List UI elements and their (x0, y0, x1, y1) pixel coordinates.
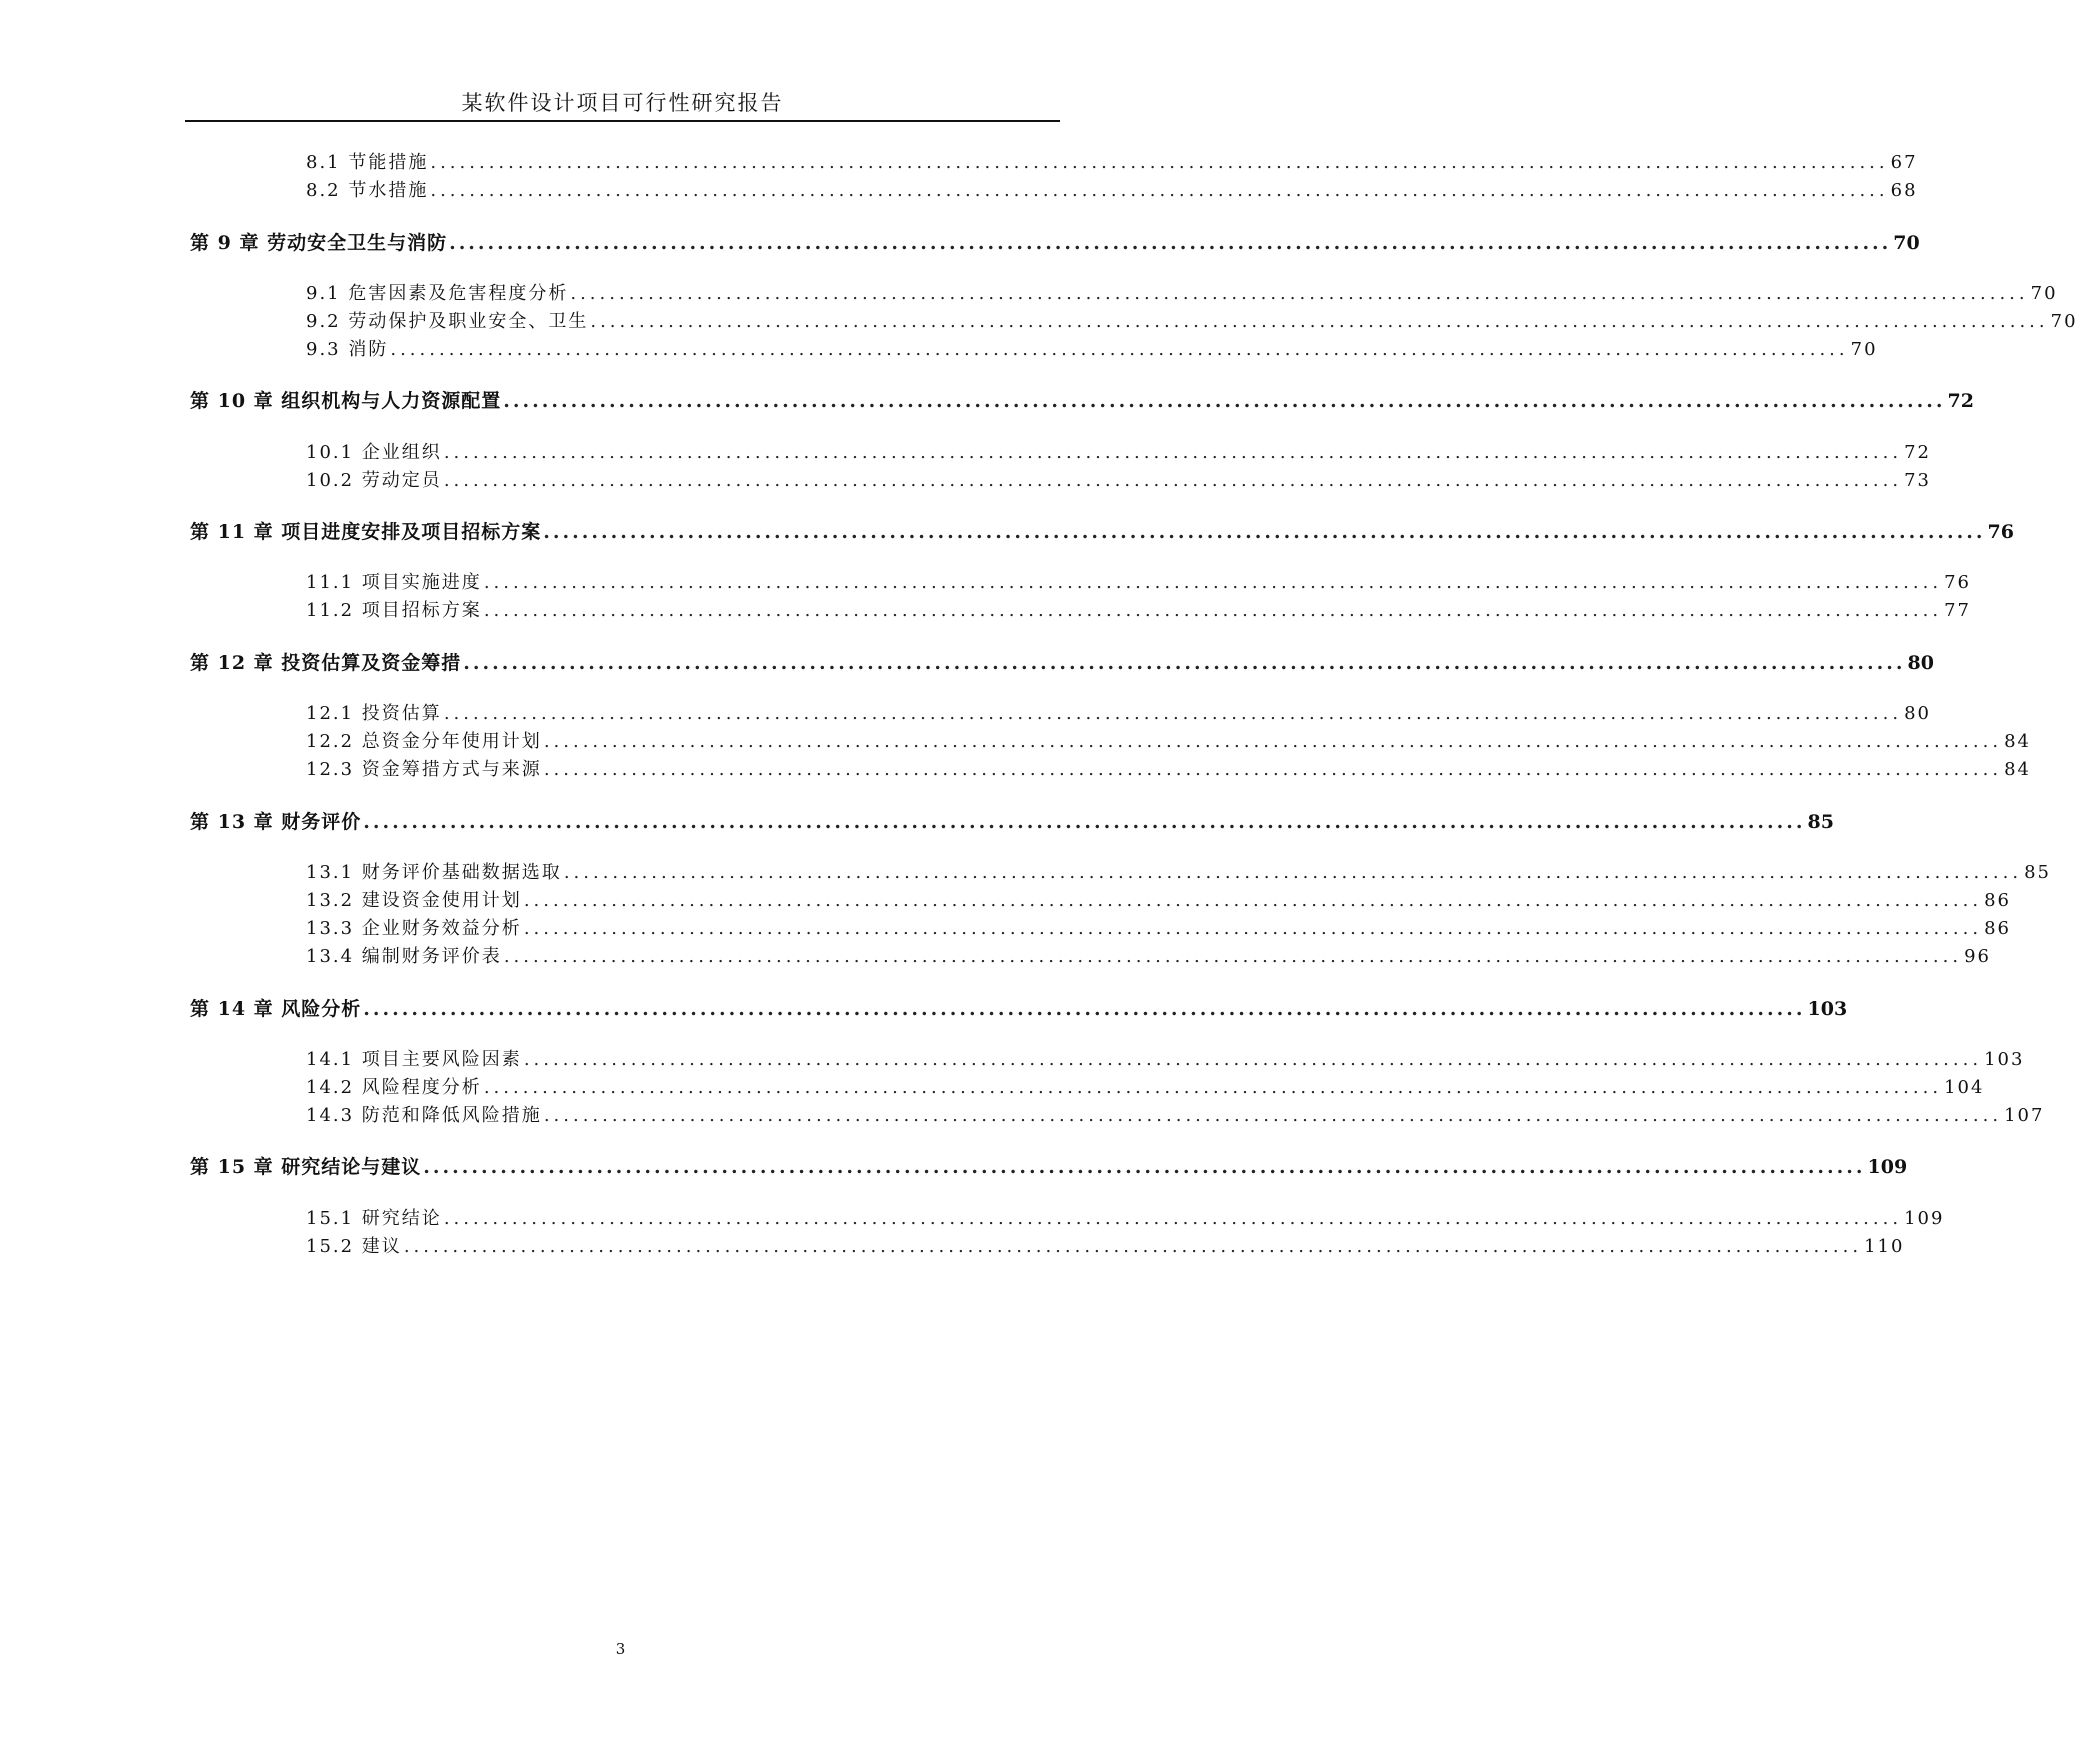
toc-chapter-label: 第 14 章 风险分析 (190, 998, 362, 1020)
toc-entry-label: 8.1 节能措施 (306, 152, 429, 173)
toc-entry-page: 104 (1944, 1077, 1985, 1098)
toc-entry-label: 8.2 节水措施 (306, 180, 429, 201)
toc-chapter-page: 109 (1867, 1156, 1908, 1178)
toc-chapter-label: 第 13 章 财务评价 (190, 811, 362, 833)
toc-chapter-label: 第 9 章 劳动安全卫生与消防 (190, 232, 448, 254)
toc-entry-label: 13.4 编制财务评价表 (306, 946, 502, 967)
toc-chapter-page: 76 (1987, 521, 2014, 543)
toc-leader-dots: ...................................................................................................................................................... (543, 759, 2003, 780)
toc-entry-label: 10.2 劳动定员 (306, 470, 442, 491)
toc-entry-15-1[interactable] (306, 1205, 1945, 1231)
toc-leader-dots: ...................................................................................................................................................... (570, 283, 2029, 304)
document-header-title: 某软件设计项目可行性研究报告 (461, 91, 784, 115)
toc-entry-label: 14.2 风险程度分析 (306, 1077, 482, 1098)
toc-leader-dots: ...................................................................................................................................................... (363, 811, 1806, 833)
toc-entry-9-3[interactable] (306, 336, 1878, 362)
toc-entry-page: 80 (1904, 703, 1931, 724)
toc-entry-page: 70 (1850, 339, 1878, 360)
toc-entry-14-1[interactable] (306, 1046, 2025, 1072)
toc-entry-page: 85 (2024, 862, 2051, 883)
toc-entry-label: 15.2 建议 (306, 1236, 402, 1257)
toc-leader-dots: ...................................................................................................................................................... (543, 731, 2003, 752)
toc-entry-page: 76 (1944, 572, 1971, 593)
toc-leader-dots: ...................................................................................................................................................... (443, 470, 1903, 491)
toc-entry-page: 86 (1984, 918, 2011, 939)
toc-chapter-14[interactable] (190, 995, 1848, 1021)
toc-entry-11-1[interactable] (306, 569, 1971, 595)
toc-chapter-15[interactable] (190, 1153, 1908, 1179)
toc-entry-11-2[interactable] (306, 597, 1971, 623)
toc-leader-dots: ...................................................................................................................................................... (430, 152, 1889, 173)
toc-entry-label: 14.3 防范和降低风险措施 (306, 1105, 542, 1126)
toc-leader-dots: ...................................................................................................................................................... (463, 652, 1906, 674)
toc-leader-dots: ...................................................................................................................................................... (590, 311, 2049, 332)
toc-entry-label: 9.2 劳动保护及职业安全、卫生 (306, 311, 589, 332)
toc-entry-label: 13.3 企业财务效益分析 (306, 918, 522, 939)
toc-chapter-11[interactable] (190, 518, 2014, 544)
toc-entry-9-1[interactable] (306, 280, 2058, 306)
toc-entry-12-1[interactable] (306, 700, 1931, 726)
toc-entry-page: 84 (2004, 731, 2031, 752)
toc-entry-14-2[interactable] (306, 1074, 1985, 1100)
toc-entry-page: 84 (2004, 759, 2031, 780)
toc-entry-label: 12.1 投资估算 (306, 703, 442, 724)
toc-entry-page: 110 (1864, 1236, 1905, 1257)
toc-entry-page: 109 (1904, 1208, 1945, 1229)
toc-leader-dots: ...................................................................................................................................................... (523, 918, 1983, 939)
toc-entry-13-2[interactable] (306, 887, 2011, 913)
toc-leader-dots: ...................................................................................................................................................... (403, 1236, 1863, 1257)
toc-chapter-page: 70 (1893, 232, 1920, 254)
toc-entry-8-2[interactable] (306, 177, 1918, 203)
toc-entry-label: 12.3 资金筹措方式与来源 (306, 759, 542, 780)
toc-leader-dots: ...................................................................................................................................................... (523, 1049, 1983, 1070)
toc-entry-page: 70 (2050, 311, 2078, 332)
toc-entry-label: 9.1 危害因素及危害程度分析 (306, 283, 569, 304)
page-number: 3 (615, 1640, 626, 1658)
toc-leader-dots: ...................................................................................................................................................... (483, 572, 1943, 593)
toc-entry-13-3[interactable] (306, 915, 2011, 941)
toc-entry-label: 11.2 项目招标方案 (306, 600, 482, 621)
toc-entry-label: 14.1 项目主要风险因素 (306, 1049, 522, 1070)
toc-entry-page: 107 (2004, 1105, 2045, 1126)
toc-entry-page: 72 (1904, 442, 1931, 463)
toc-entry-13-4[interactable] (306, 943, 1991, 969)
toc-entry-page: 67 (1890, 152, 1918, 173)
toc-chapter-13[interactable] (190, 808, 1834, 834)
toc-entry-page: 86 (1984, 890, 2011, 911)
toc-leader-dots: ...................................................................................................................................................... (563, 862, 2023, 883)
toc-entry-label: 10.1 企业组织 (306, 442, 442, 463)
toc-entry-10-1[interactable] (306, 439, 1931, 465)
toc-entry-page: 70 (2030, 283, 2058, 304)
toc-entry-label: 13.2 建设资金使用计划 (306, 890, 522, 911)
toc-entry-14-3[interactable] (306, 1102, 2045, 1128)
toc-entry-label: 12.2 总资金分年使用计划 (306, 731, 542, 752)
toc-chapter-page: 72 (1947, 390, 1974, 412)
toc-leader-dots: ...................................................................................................................................................... (443, 703, 1903, 724)
toc-chapter-label: 第 12 章 投资估算及资金筹措 (190, 652, 462, 674)
toc-entry-12-3[interactable] (306, 756, 2031, 782)
toc-entry-10-2[interactable] (306, 467, 1931, 493)
toc-leader-dots: ...................................................................................................................................................... (523, 890, 1983, 911)
toc-entry-label: 15.1 研究结论 (306, 1208, 442, 1229)
toc-leader-dots: ...................................................................................................................................................... (363, 998, 1806, 1020)
toc-entry-15-2[interactable] (306, 1233, 1905, 1259)
toc-leader-dots: ...................................................................................................................................................... (503, 390, 1946, 412)
toc-leader-dots: ...................................................................................................................................................... (543, 1105, 2003, 1126)
toc-chapter-10[interactable] (190, 387, 1974, 413)
toc-chapter-label: 第 11 章 项目进度安排及项目招标方案 (190, 521, 542, 543)
toc-entry-page: 96 (1964, 946, 1991, 967)
toc-entry-page: 77 (1944, 600, 1971, 621)
toc-entry-page: 103 (1984, 1049, 2025, 1070)
toc-chapter-9[interactable] (190, 229, 1920, 255)
toc-entry-13-1[interactable] (306, 859, 2051, 885)
toc-leader-dots: ...................................................................................................................................................... (443, 1208, 1903, 1229)
toc-chapter-page: 103 (1807, 998, 1848, 1020)
toc-leader-dots: ...................................................................................................................................................... (443, 442, 1903, 463)
toc-entry-8-1[interactable] (306, 149, 1918, 175)
toc-entry-page: 73 (1904, 470, 1931, 491)
toc-leader-dots: ...................................................................................................................................................... (483, 1077, 1943, 1098)
toc-chapter-page: 80 (1907, 652, 1934, 674)
toc-leader-dots: ...................................................................................................................................................... (423, 1156, 1866, 1178)
toc-chapter-page: 85 (1807, 811, 1834, 833)
toc-leader-dots: ...................................................................................................................................................... (543, 521, 1986, 543)
toc-leader-dots: ...................................................................................................................................................... (449, 232, 1892, 254)
toc-leader-dots: ...................................................................................................................................................... (430, 180, 1889, 201)
toc-entry-page: 68 (1890, 180, 1918, 201)
toc-entry-label: 13.1 财务评价基础数据选取 (306, 862, 562, 883)
toc-chapter-label: 第 15 章 研究结论与建议 (190, 1156, 422, 1178)
toc-entry-12-2[interactable] (306, 728, 2031, 754)
toc-leader-dots: ...................................................................................................................................................... (503, 946, 1963, 967)
toc-chapter-12[interactable] (190, 649, 1934, 675)
toc-leader-dots: ...................................................................................................................................................... (483, 600, 1943, 621)
toc-leader-dots: ...................................................................................................................................................... (390, 339, 1849, 360)
toc-entry-label: 11.1 项目实施进度 (306, 572, 482, 593)
toc-entry-label: 9.3 消防 (306, 339, 389, 360)
toc-chapter-label: 第 10 章 组织机构与人力资源配置 (190, 390, 502, 412)
toc-entry-9-2[interactable] (306, 308, 2078, 334)
